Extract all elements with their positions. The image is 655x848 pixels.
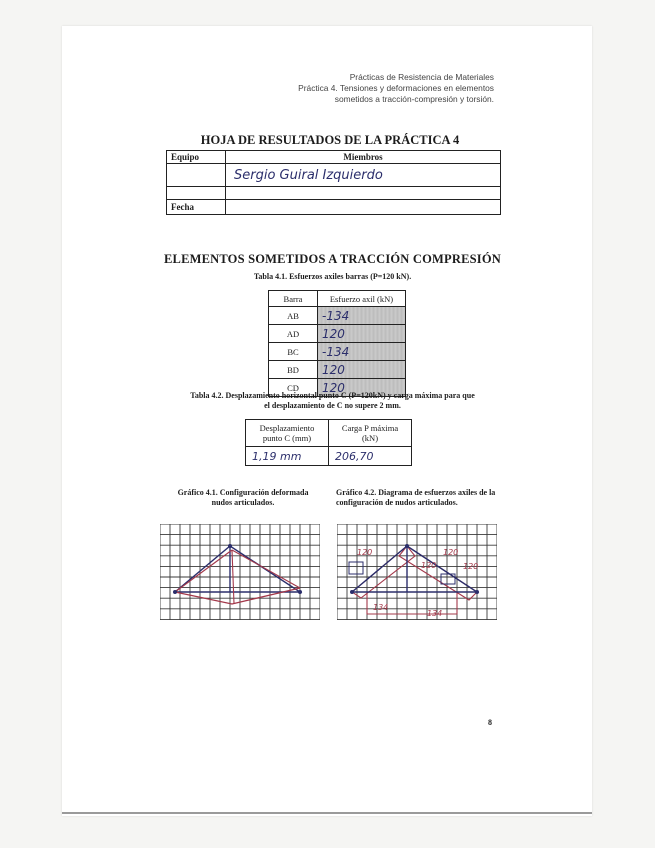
- truss-deformed-left: [175, 550, 232, 592]
- bar-name: AD: [269, 325, 318, 343]
- header-line-2: Práctica 4. Tensiones y deformaciones en elementos: [298, 83, 494, 93]
- table-4-2-caption-line-1: Tabla 4.2. Desplazamiento horizontal punto C (P=120kN) y carga máxima para que: [190, 391, 475, 400]
- table-4-1-caption: Tabla 4.1. Esfuerzos axiles barras (P=120 kN).: [253, 272, 412, 281]
- force-label: 120: [443, 548, 459, 557]
- bar-column-header: Barra: [269, 291, 318, 307]
- graph-4-1-caption-line-2: nudos articulados.: [211, 498, 275, 507]
- table-row: [269, 343, 406, 361]
- displacement-table: [245, 419, 412, 466]
- bar-name: CD: [269, 379, 318, 397]
- date-label: Fecha: [167, 200, 226, 215]
- table-row: [269, 325, 406, 343]
- max-load-value: 206,70: [329, 447, 412, 466]
- node-c: [475, 590, 479, 594]
- max-load-header-line-1: Carga P máxima: [341, 423, 399, 433]
- displacement-header: [246, 420, 329, 447]
- team-table: [166, 150, 501, 215]
- graph-4-1-deformed-truss: [160, 524, 320, 620]
- graph-4-2-caption: [336, 488, 501, 508]
- page-title: HOJA DE RESULTADOS DE LA PRÁCTICA 4: [200, 133, 460, 147]
- max-load-header: [329, 420, 412, 447]
- members-header: Miembros: [226, 151, 501, 164]
- table-4-2-caption: [170, 391, 495, 411]
- force-value: -134: [318, 307, 406, 325]
- graph-grid: [160, 524, 320, 620]
- table-row: [269, 361, 406, 379]
- truss-deformed: [175, 588, 300, 604]
- header-line-1: Prácticas de Resistencia de Materiales: [349, 72, 494, 82]
- force-value: 120: [318, 361, 406, 379]
- force-label: 120: [421, 561, 437, 570]
- displacement-header-line-1: Desplazamiento: [259, 423, 315, 433]
- graph-4-2-caption-line-2: configuración de nudos articulados.: [336, 498, 458, 507]
- max-load-header-line-2: (kN): [361, 433, 379, 443]
- graph-4-2-caption-line-1: Gráfico 4.2. Diagrama de esfuerzos axiles de la: [336, 488, 496, 497]
- page-number: 8: [488, 718, 492, 727]
- force-value: 120: [318, 379, 406, 397]
- date-value: [226, 200, 501, 215]
- team-header: Equipo: [167, 151, 226, 164]
- node-b: [405, 544, 409, 548]
- axial-forces-table: [268, 290, 406, 397]
- node-a: [173, 590, 177, 594]
- sheet-edge: [62, 812, 592, 814]
- bar-name: AB: [269, 307, 318, 325]
- force-box-left: [349, 562, 363, 574]
- team-cell-2: [167, 187, 226, 200]
- members-cell-2: [226, 187, 501, 200]
- bar-name: BD: [269, 361, 318, 379]
- team-cell: [167, 164, 226, 187]
- running-header: [250, 72, 494, 105]
- header-line-3: sometidos a tracción-compresión y torsión.: [334, 94, 494, 104]
- graph-4-1-caption: [168, 488, 318, 508]
- force-value: -134: [318, 343, 406, 361]
- force-label: 134: [427, 609, 443, 618]
- table-row: [269, 307, 406, 325]
- graph-4-1-caption-line-1: Gráfico 4.1. Configuración deformada: [177, 488, 309, 497]
- members-value: Sergio Guiral Izquierdo: [226, 164, 501, 187]
- graph-grid: [337, 524, 497, 620]
- force-column-header: Esfuerzo axil (kN): [318, 291, 406, 307]
- force-value: 120: [318, 325, 406, 343]
- node-c: [298, 590, 302, 594]
- node-b: [228, 544, 232, 548]
- bar-name: BC: [269, 343, 318, 361]
- force-label: 134: [373, 603, 389, 612]
- table-4-2-caption-line-2: el desplazamiento de C no supere 2 mm.: [264, 401, 401, 410]
- displacement-header-line-2: punto C (mm): [262, 433, 312, 443]
- node-a: [350, 590, 354, 594]
- force-label: 120: [463, 562, 479, 571]
- section-title: ELEMENTOS SOMETIDOS A TRACCIÓN COMPRESIÓN: [164, 252, 501, 266]
- force-label: 120: [357, 548, 373, 557]
- displacement-value: 1,19 mm: [246, 447, 329, 466]
- graph-4-2-axial-force-diagram: [337, 524, 497, 620]
